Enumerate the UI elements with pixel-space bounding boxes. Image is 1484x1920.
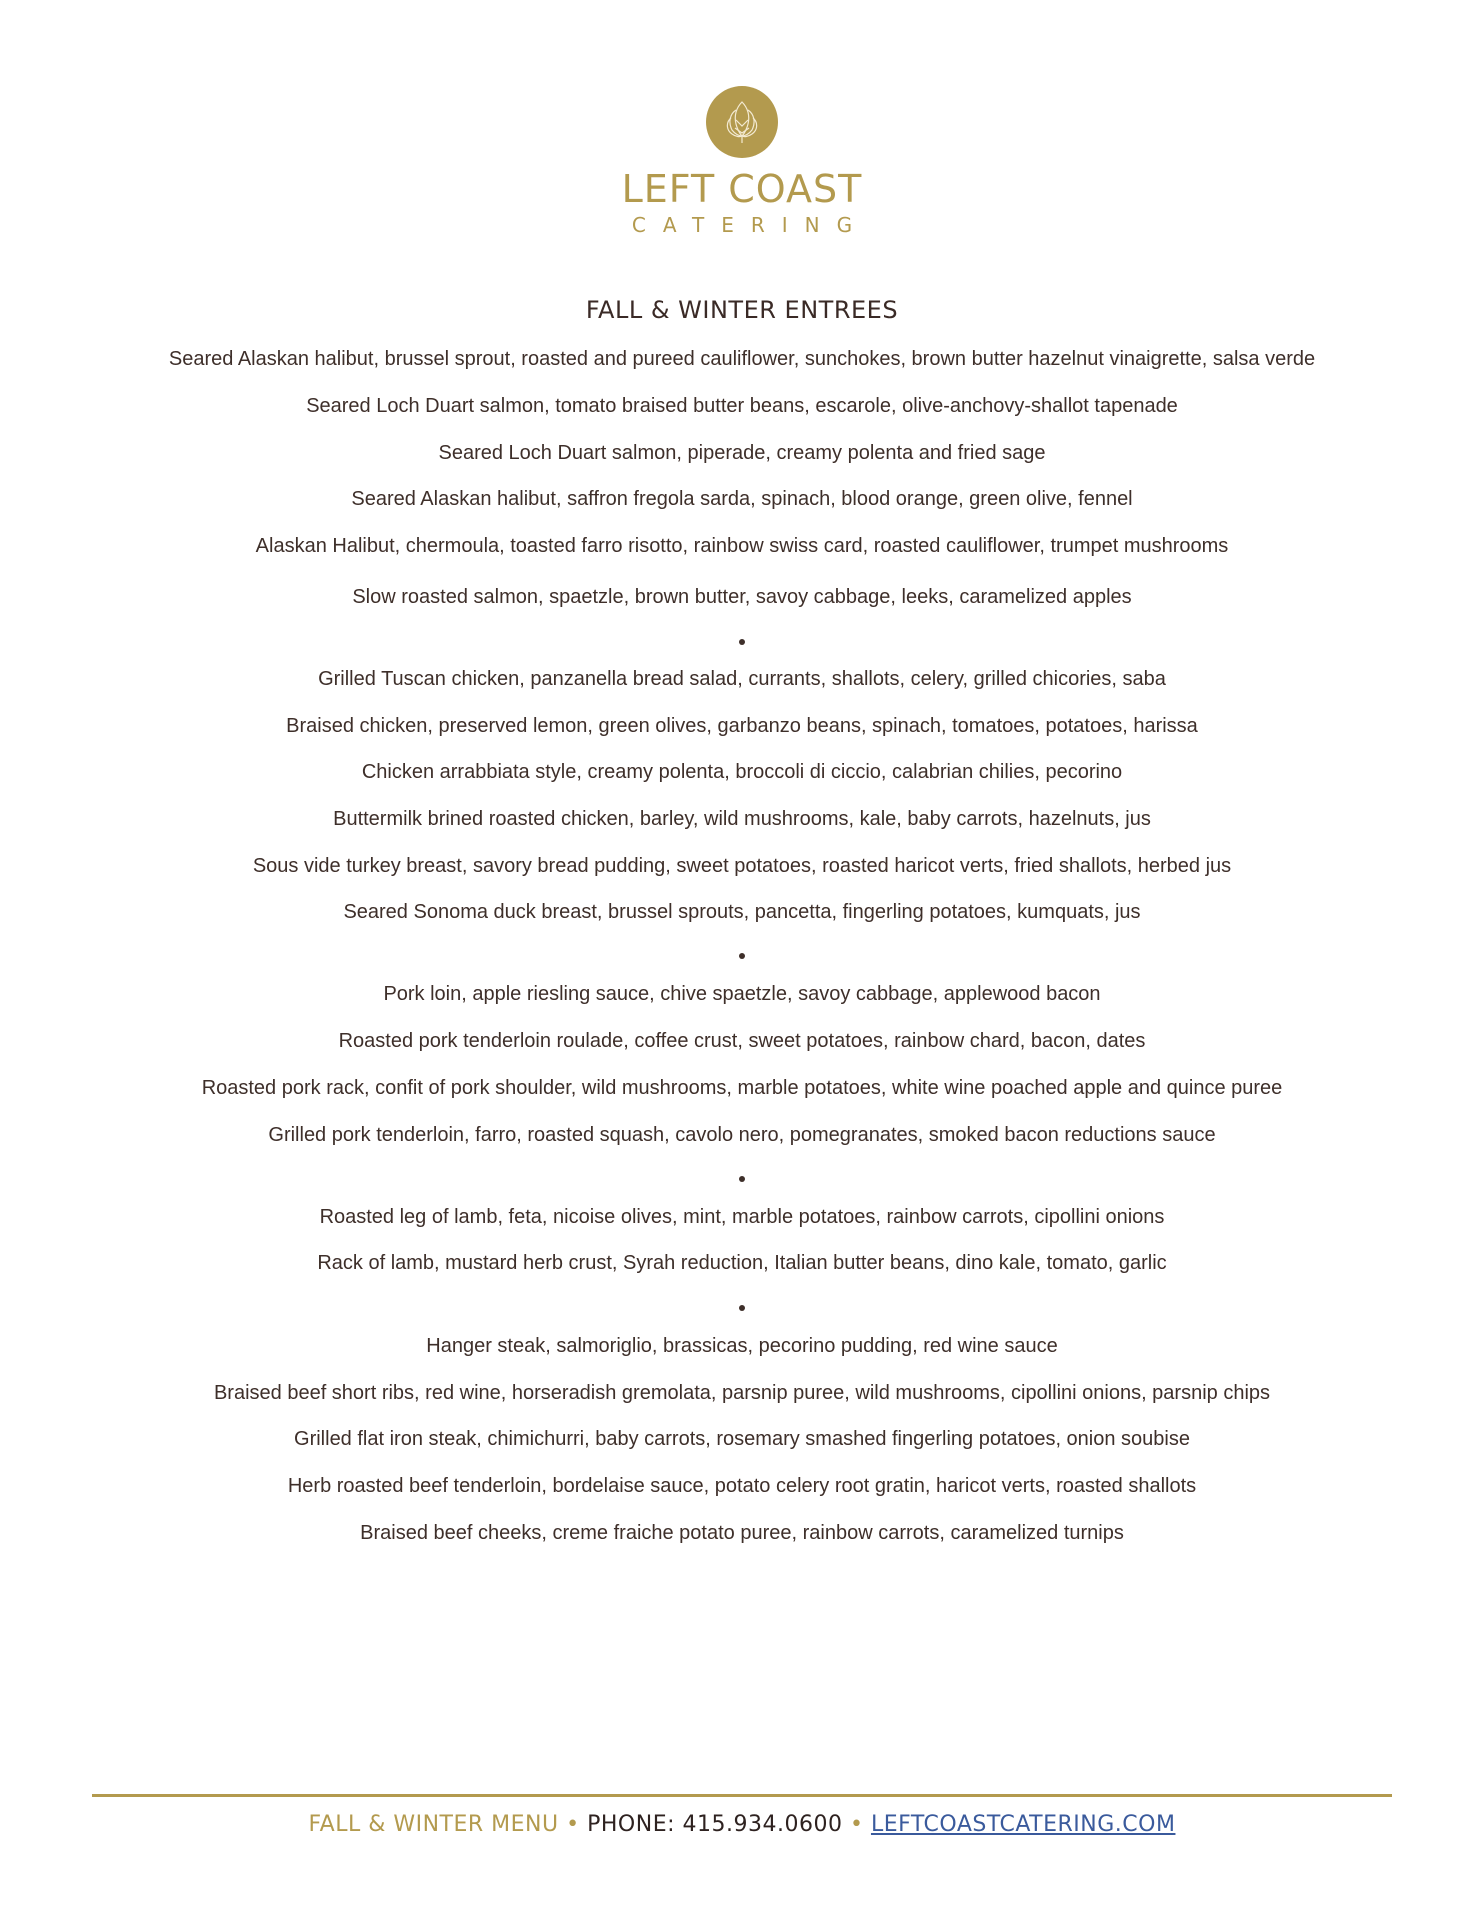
menu-item: Seared Loch Duart salmon, tomato braised butter beans, escarole, olive-anchovy-shallot tapenade — [306, 395, 1178, 417]
section-separator-dot — [739, 953, 745, 959]
menu-item: Herb roasted beef tenderloin, bordelaise sauce, potato celery root gratin, haricot verts, roasted shallots — [287, 1475, 1197, 1497]
menu-item: Grilled Tuscan chicken, panzanella bread salad, currants, shallots, celery, grilled chicories, saba — [318, 668, 1166, 690]
menu-item: Alaskan Halibut, chermoula, toasted farro risotto, rainbow swiss card, roasted cauliflower, trumpet mushrooms — [255, 535, 1229, 557]
page-title: FALL & WINTER ENTREES — [585, 296, 899, 324]
menu-item: Seared Alaskan halibut, brussel sprout, roasted and pureed cauliflower, sunchokes, brown butter hazelnut vinaigrette, salsa verde — [168, 348, 1316, 370]
menu-item: Braised beef short ribs, red wine, horseradish gremolata, parsnip puree, wild mushrooms, cipollini onions, parsnip chips — [213, 1382, 1271, 1404]
menu-item: Roasted pork tenderloin roulade, coffee crust, sweet potatoes, rainbow chard, bacon, dates — [338, 1030, 1146, 1052]
menu-item: Buttermilk brined roasted chicken, barley, wild mushrooms, kale, baby carrots, hazelnuts, jus — [333, 808, 1151, 830]
menu-item: Seared Loch Duart salmon, piperade, creamy polenta and fried sage — [438, 442, 1046, 464]
menu-item: Seared Sonoma duck breast, brussel sprouts, pancetta, fingerling potatoes, kumquats, jus — [343, 901, 1141, 923]
logo — [0, 86, 1484, 237]
menu-item: Braised beef cheeks, creme fraiche potato puree, rainbow carrots, caramelized turnips — [360, 1522, 1124, 1544]
brand-subtitle: CATERING — [631, 213, 870, 237]
footer-bullet: • — [566, 1812, 580, 1837]
artichoke-icon — [706, 86, 778, 158]
menu-item: Slow roasted salmon, spaetzle, brown butter, savoy cabbage, leeks, caramelized apples — [352, 586, 1132, 608]
menu-item: Grilled pork tenderloin, farro, roasted squash, cavolo nero, pomegranates, smoked bacon reductions sauce — [268, 1124, 1216, 1146]
menu-item: Braised chicken, preserved lemon, green olives, garbanzo beans, spinach, tomatoes, potatoes, harissa — [286, 715, 1198, 737]
website-link[interactable]: LEFTCOASTCATERING.COM — [870, 1812, 1176, 1837]
menu-item: Seared Alaskan halibut, saffron fregola sarda, spinach, blood orange, green olive, fennel — [351, 488, 1133, 510]
brand-name: LEFT COAST — [621, 167, 863, 211]
footer-bullet: • — [849, 1812, 864, 1837]
section-separator-dot — [739, 1176, 745, 1182]
menu-item: Chicken arrabbiata style, creamy polenta, broccoli di ciccio, calabrian chilies, pecorino — [361, 761, 1123, 783]
menu-item: Roasted pork rack, confit of pork shoulder, wild mushrooms, marble potatoes, white wine poached apple and quince puree — [201, 1077, 1283, 1099]
footer — [0, 1812, 1484, 1837]
footer-phone: PHONE: 415.934.0600 — [587, 1812, 843, 1837]
menu-item: Pork loin, apple riesling sauce, chive spaetzle, savoy cabbage, applewood bacon — [383, 983, 1101, 1005]
menu-item: Sous vide turkey breast, savory bread pudding, sweet potatoes, roasted haricot verts, fried shallots, herbed jus — [252, 855, 1232, 877]
section-separator-dot — [739, 639, 745, 645]
menu-item: Roasted leg of lamb, feta, nicoise olives, mint, marble potatoes, rainbow carrots, cipollini onions — [319, 1206, 1165, 1228]
footer-menu-name: FALL & WINTER MENU — [308, 1812, 559, 1837]
menu-item: Hanger steak, salmoriglio, brassicas, pecorino pudding, red wine sauce — [426, 1335, 1058, 1357]
menu-item: Rack of lamb, mustard herb crust, Syrah reduction, Italian butter beans, dino kale, tomato, garlic — [317, 1252, 1167, 1274]
footer-divider — [92, 1794, 1392, 1797]
section-separator-dot — [739, 1305, 745, 1311]
menu-item: Grilled flat iron steak, chimichurri, baby carrots, rosemary smashed fingerling potatoes, onion soubise — [294, 1428, 1190, 1450]
